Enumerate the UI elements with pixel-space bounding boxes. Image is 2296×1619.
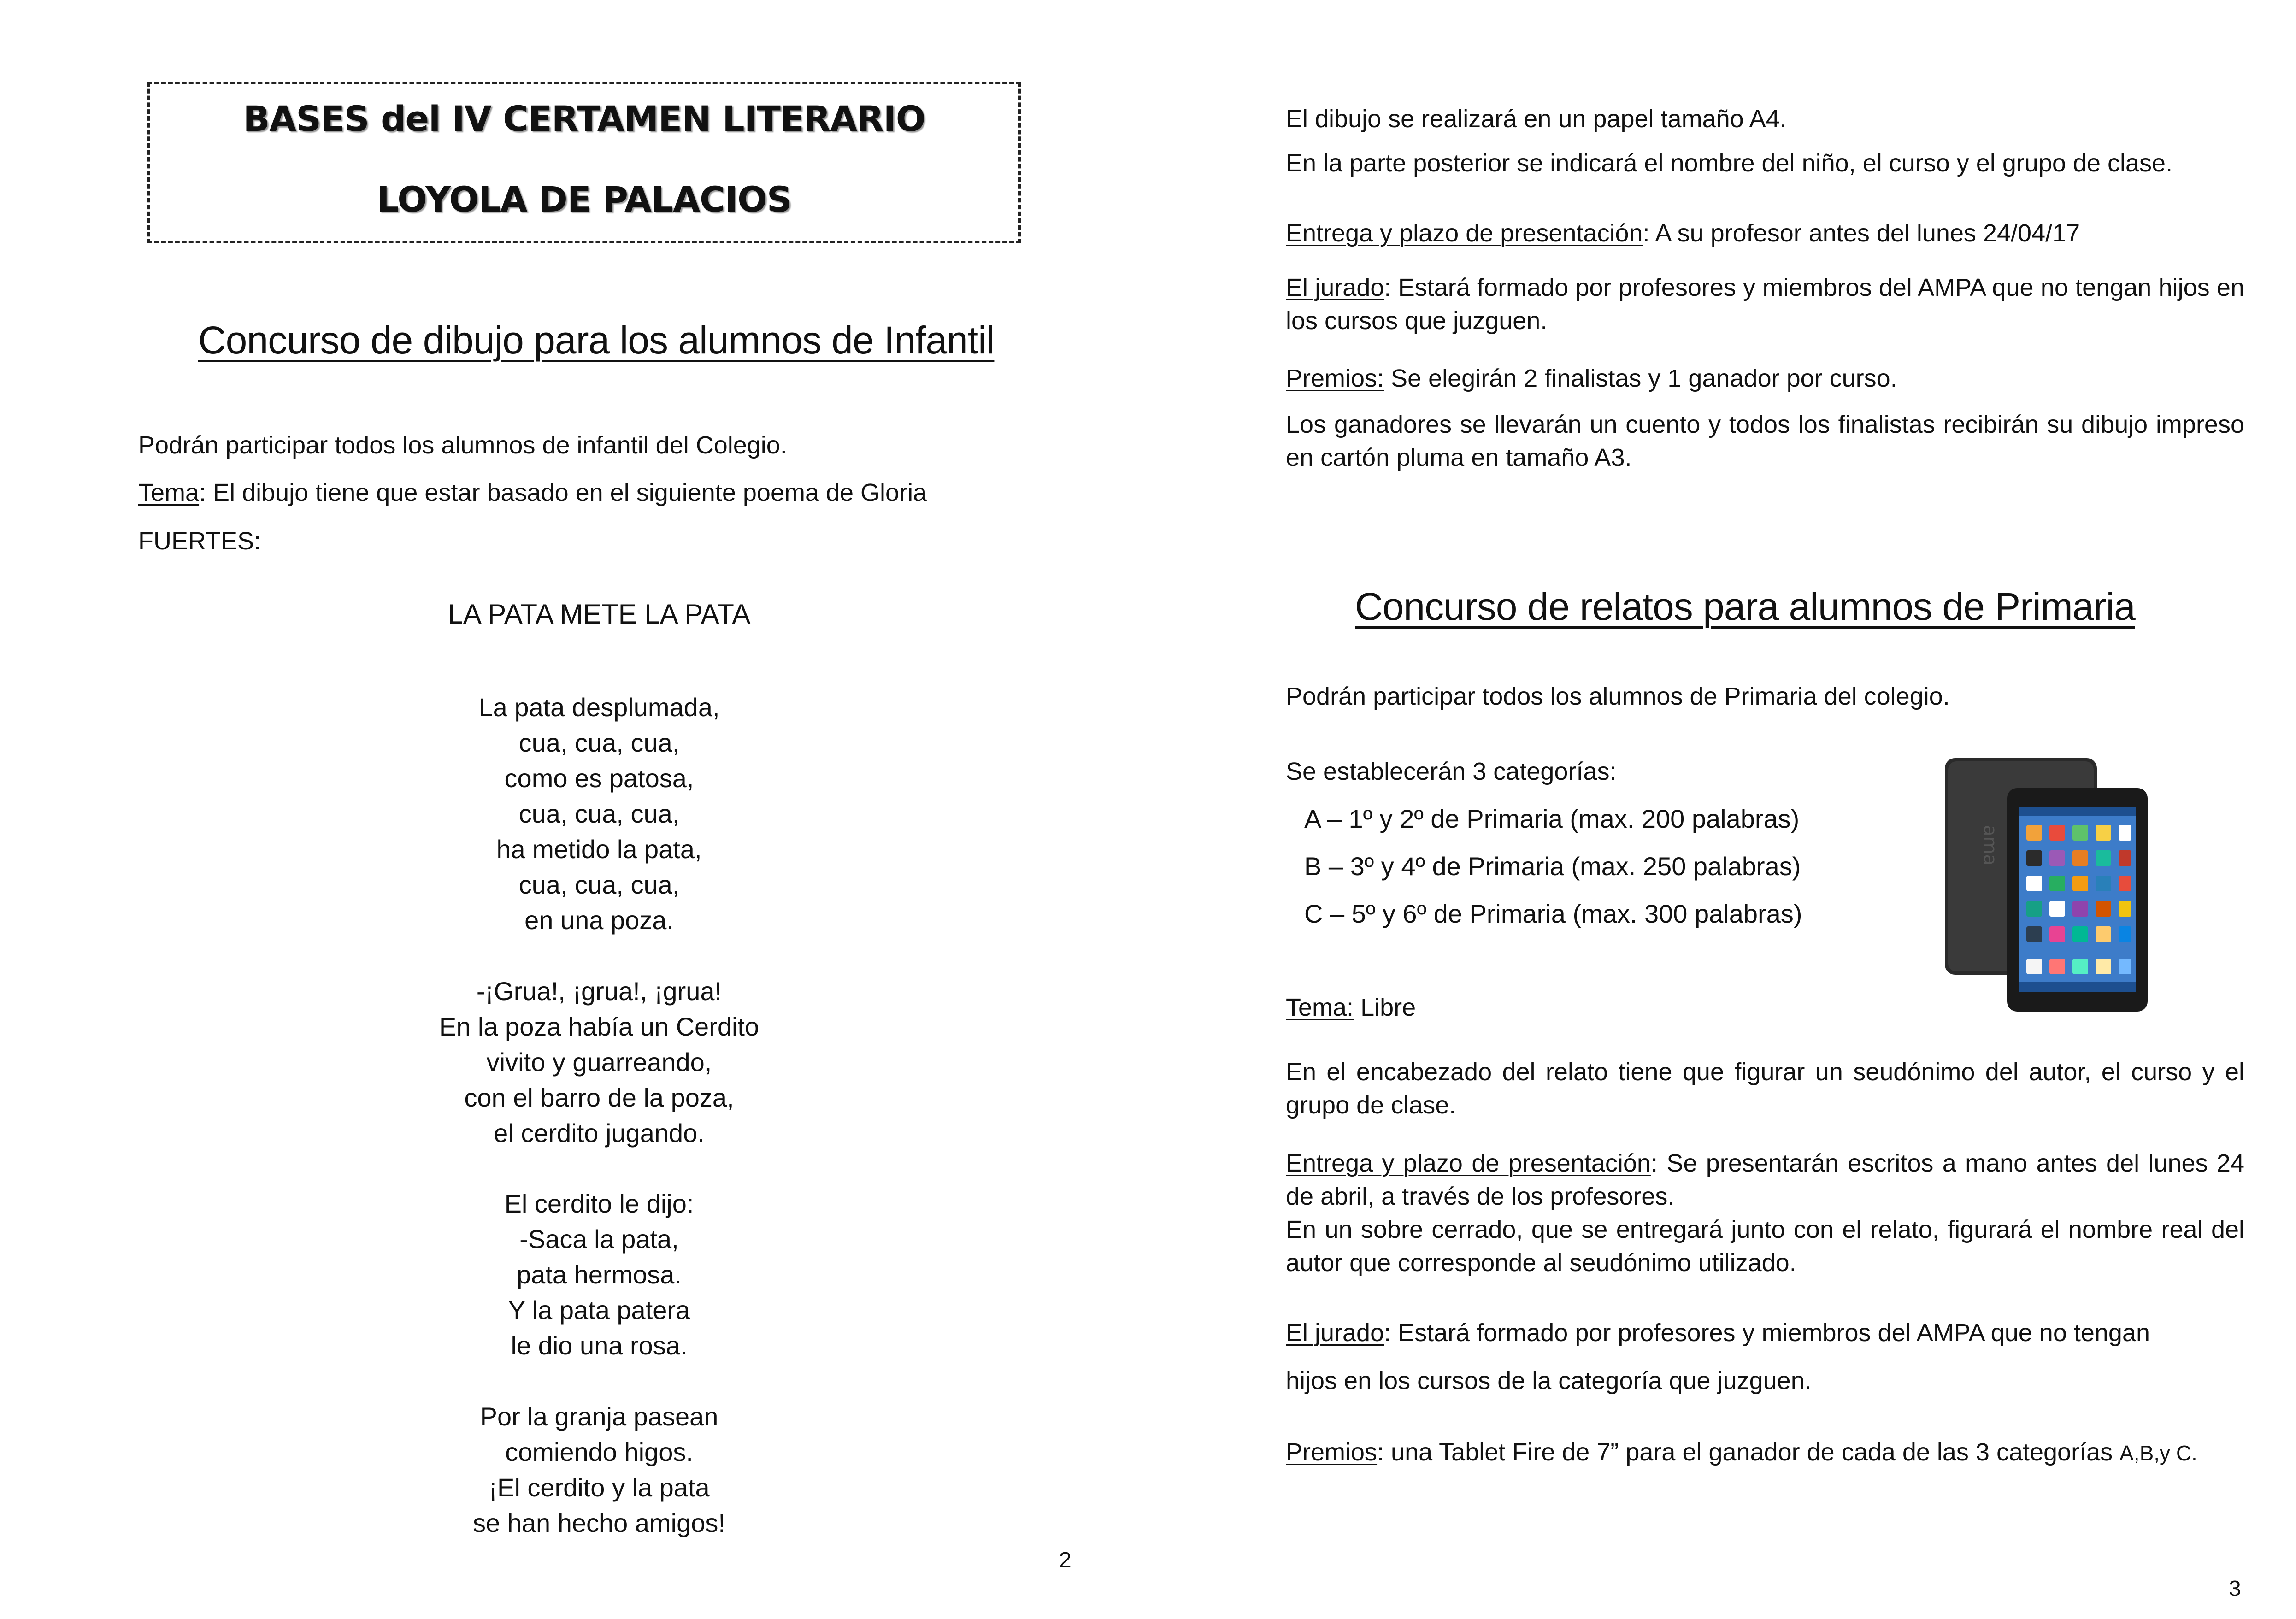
primaria-section-title: Concurso de relatos para alumnos de Primaria — [1355, 585, 2135, 628]
header-title-line1: BASES del IV CERTAMEN LITERARIO — [243, 98, 925, 139]
primaria-jury-text: : Estará formado por profesores y miembros del AMPA que no tengan — [1384, 1319, 2150, 1347]
poem-line: le dio una rosa. — [511, 1331, 688, 1360]
infantil-theme-bold: poema de Gloria — [742, 479, 927, 506]
poem-line: con el barro de la poza, — [464, 1083, 734, 1112]
primaria-prizes — [1286, 1436, 2197, 1470]
category-item: C – 5º y 6º de Primaria (max. 300 palabras) — [1304, 899, 1802, 928]
infantil-participants: Podrán participar todos los alumnos de infantil del Colegio. — [138, 431, 787, 459]
poem-line: el cerdito jugando. — [494, 1119, 705, 1148]
drawing-delivery-deadline: antes del lunes 24/04/17 — [1808, 219, 2080, 247]
page-number-left: 2 — [1059, 1548, 1071, 1572]
category-item: A – 1º y 2º de Primaria (max. 200 palabras) — [1304, 804, 1800, 833]
poem-line: pata hermosa. — [517, 1260, 682, 1289]
poem-line: cua, cua, cua, — [518, 799, 680, 828]
poem-stanza-4 — [369, 1399, 830, 1541]
poem-title: LA PATA METE LA PATA — [447, 599, 751, 630]
poem-line: Y la pata patera — [508, 1295, 690, 1325]
drawing-delivery-text: : A su profesor — [1643, 219, 1809, 247]
drawing-prizes-label: Premios: — [1286, 365, 1384, 392]
primaria-theme-label: Tema: — [1286, 994, 1354, 1021]
primaria-theme — [1286, 991, 1416, 1024]
drawing-delivery — [1286, 217, 2080, 250]
poem-line: En la poza había un Cerdito — [439, 1012, 759, 1041]
poem-line: vivito y guarreando, — [486, 1048, 712, 1077]
infantil-theme — [138, 476, 927, 509]
poem-line: cua, cua, cua, — [518, 870, 680, 899]
tablet-device-icon — [1943, 756, 2150, 1014]
primaria-category-list — [1304, 795, 1802, 937]
poem-stanza-2 — [369, 973, 830, 1151]
primaria-jury-continued: hijos en los cursos de la categoría que juzguen. — [1286, 1367, 1812, 1395]
drawing-jury — [1286, 271, 2244, 337]
poem-line: La pata desplumada, — [478, 693, 720, 722]
infantil-theme-bold2: FUERTES — [138, 527, 254, 555]
drawing-back-text: En la parte posterior se indicará el nombre del niño, el curso y el grupo de clase. — [1286, 149, 2173, 177]
poem-stanza-1 — [369, 689, 830, 938]
infantil-theme-continued — [138, 524, 261, 558]
poem-line: como es patosa, — [504, 764, 694, 793]
svg-text:ama: ama — [1979, 825, 2001, 865]
poem-line: comiendo higos. — [505, 1437, 693, 1466]
primaria-jury — [1286, 1316, 2244, 1349]
poem-line: en una poza. — [524, 906, 674, 935]
poem-line: Por la granja pasean — [480, 1402, 718, 1431]
primaria-envelope-text: En un sobre cerrado, que se entregará junto con el relato, figurará el nombre real del autor que corresponde al seudónimo utilizado. — [1286, 1216, 2244, 1277]
primaria-jury-label: El jurado — [1286, 1319, 1384, 1347]
poem-line: ¡El cerdito y la pata — [489, 1473, 710, 1502]
page-number-right: 3 — [2229, 1577, 2241, 1601]
header-box — [147, 82, 1021, 243]
poem-line: se han hecho amigos! — [473, 1508, 725, 1537]
poem-line: -¡Grua!, ¡grua!, ¡grua! — [476, 977, 722, 1006]
primaria-heading-text: En el encabezado del relato tiene que figurar un seudónimo del autor, el curso y el grupo de clase. — [1286, 1058, 2244, 1119]
drawing-paper-text: El dibujo se realizará en un papel tamaño A4. — [1286, 105, 1787, 133]
infantil-theme-end: : — [254, 527, 261, 555]
poem-line: ha metido la pata, — [496, 835, 702, 864]
infantil-theme-label: Tema — [138, 479, 200, 506]
primaria-participants: Podrán participar todos los alumnos de Primaria del colegio. — [1286, 683, 1950, 710]
drawing-jury-label: El jurado — [1286, 274, 1384, 301]
primaria-delivery-end: , a través de los profesores. — [1367, 1183, 1675, 1210]
primaria-categories-intro: Se establecerán 3 categorías: — [1286, 758, 1617, 785]
primaria-delivery-deadline: antes del lunes 24 de abril — [1286, 1149, 2244, 1210]
drawing-delivery-label: Entrega y plazo de presentación — [1286, 219, 1643, 247]
primaria-delivery-label: Entrega y plazo de presentación — [1286, 1149, 1651, 1177]
primaria-theme-value: Libre — [1354, 994, 1416, 1021]
poem-line: El cerdito le dijo: — [504, 1189, 694, 1218]
header-title-line2: LOYOLA DE PALACIOS — [377, 179, 792, 220]
primaria-prizes-label: Premios — [1286, 1438, 1378, 1466]
poem-line: -Saca la pata, — [519, 1225, 679, 1254]
primaria-prizes-text: : una Tablet Fire de 7” para el ganador de cada de las 3 categorías — [1377, 1438, 2120, 1466]
poem-line: cua, cua, cua, — [518, 728, 680, 757]
category-item: B – 3º y 4º de Primaria (max. 250 palabras) — [1304, 852, 1801, 881]
infantil-theme-text: : El dibujo tiene que estar basado en el siguiente — [199, 479, 743, 506]
drawing-prizes-text: Se elegirán 2 finalistas y 1 ganador por curso. — [1384, 365, 1897, 392]
primaria-delivery — [1286, 1147, 2244, 1213]
primaria-prizes-categories: A,B,y C. — [2119, 1441, 2197, 1465]
infantil-section-title: Concurso de dibujo para los alumnos de Infantil — [198, 318, 995, 362]
poem-stanza-3 — [369, 1186, 830, 1363]
drawing-winners-text: Los ganadores se llevarán un cuento y todos los finalistas recibirán su dibujo impreso en cartón pluma en tamaño A3. — [1286, 411, 2244, 471]
primaria-delivery-text: : Se presentarán escritos a mano — [1650, 1149, 2037, 1177]
drawing-jury-text: : Estará formado por profesores y miembros del AMPA que no tengan hijos en los cursos que juzguen. — [1286, 274, 2244, 335]
drawing-prizes — [1286, 362, 1897, 395]
